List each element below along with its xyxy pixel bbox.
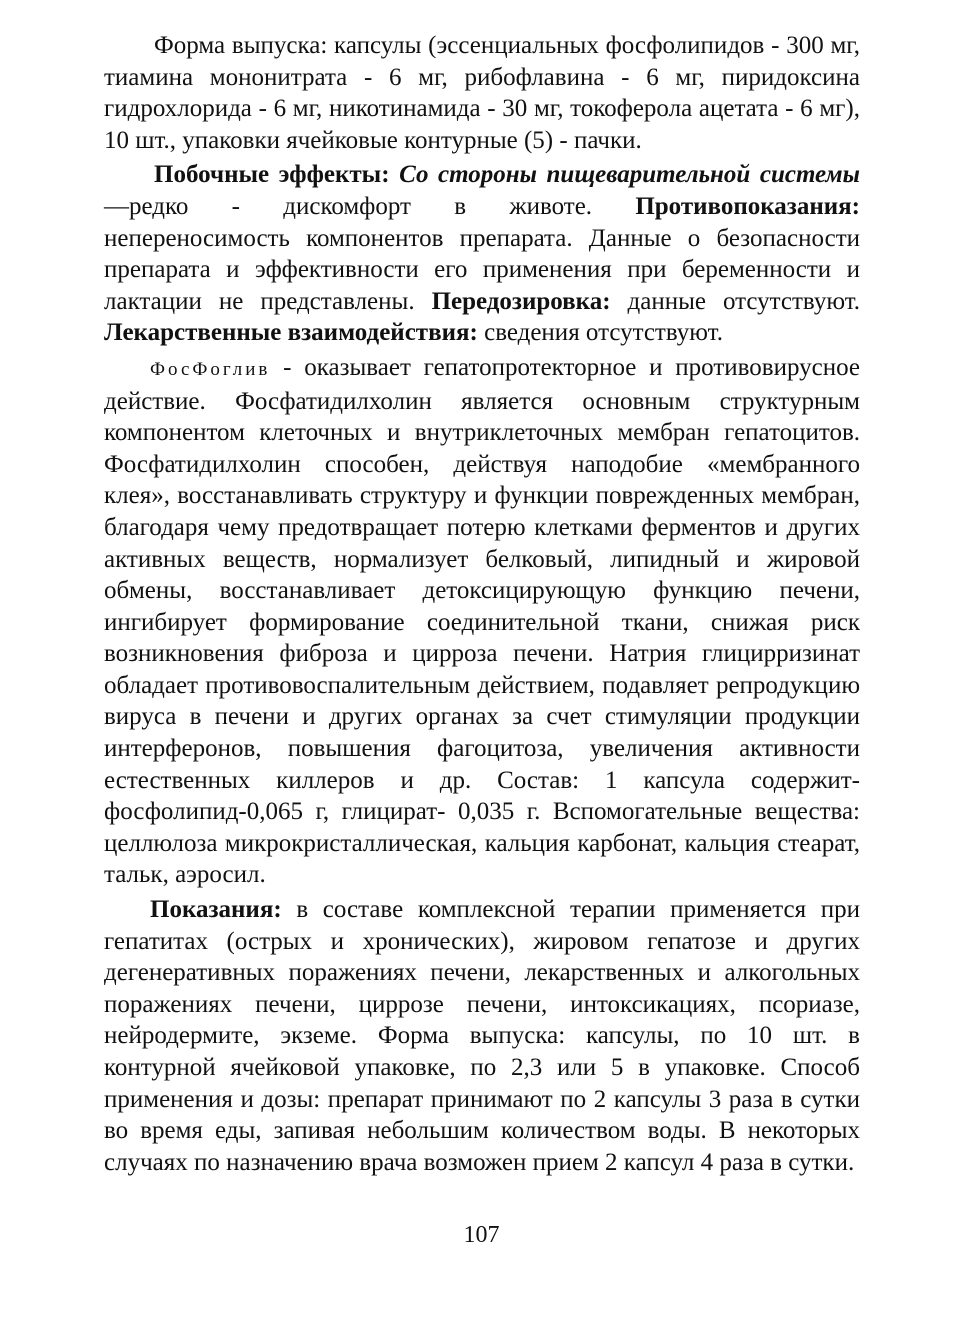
page-number: 107 — [463, 1222, 500, 1248]
paragraph-side-effects — [104, 159, 860, 349]
drug-name: ФосФоглив — [150, 358, 271, 380]
interactions-label: Лекарственные взаимодействия: — [104, 319, 478, 347]
digestive-system-label: Со стороны пищеварительной системы — [399, 161, 861, 189]
page-body — [104, 30, 860, 1181]
contraindications-label: Противопоказания: — [635, 192, 860, 220]
contraindications-text: непереносимость компонентов препарата. Данные о безопасности препарата и эффективности его применения при беременности и лактации не представлены. — [104, 224, 860, 315]
interactions-text: сведения отсутствуют. — [477, 319, 723, 347]
indications-label: Показания: — [150, 896, 282, 924]
overdose-text: данные отсутствуют. — [610, 287, 860, 315]
side-effects-label: Побочные эффекты: — [154, 161, 390, 189]
paragraph-phosphogliv — [104, 352, 860, 891]
side-effects-text: —редко - дискомфорт в животе. — [104, 192, 636, 220]
phosphogliv-description: - оказывает гепатопротекторное и противовирусное действие. Фосфатидилхолин является основным структурным компонентом клеточных и внутриклеточных мембран гепатоцитов. Фосфатидилхолин способен, действуя наподобие «мембранного клея», восстанавливать структуру и функции поврежденных мембран, благодаря чему предотвращает потерю клетками ферментов и других активных веществ, нормализует белковый, липидный и жировой обмены, восстанавливает детоксицирующую функцию печени, ингибирует формирование соединительной ткани, снижая риск возникновения фиброза и цирроза печени. Натрия глицирризинат обладает противовоспалительным действием, подавляет репродукцию вируса в печени и других органах за счет стимуляции продукции интерферонов, повышения фагоцитоза, увеличения активности естественных киллеров и др. Состав: 1 капсула содержит-фосфолипид-0,065 г, глицират- 0,035 г. Вспомогательные вещества: целлюлоза микрокристаллическая, кальция карбонат, кальция стеарат, тальк, аэросил. — [104, 353, 860, 889]
indications-text: в составе комплексной терапии применяется при гепатитах (острых и хронических), жировом гепатозе и других дегенеративных поражениях печени, лекарственных и алкогольных поражениях печени, циррозе печени, интоксикациях, псориазе, нейродермите, экземе. Форма выпуска: капсулы, по 10 шт. в контурной ячейковой упаковке, по 2,3 или 5 в упаковке. Способ применения и дозы: препарат принимают по 2 капсулы 3 раза в сутки во время еды, запивая небольшим количеством воды. В некоторых случаях по назначению врача возможен прием 2 капсул 4 раза в сутки. — [104, 896, 860, 1176]
paragraph-release-form — [104, 30, 860, 156]
paragraph-indications — [104, 894, 860, 1178]
overdose-label: Передозировка: — [431, 287, 611, 315]
release-form-text: Форма выпуска: капсулы (эссенциальных фосфолипидов - 300 мг, тиамина мононитрата - 6 мг, рибофлавина - 6 мг, пиридоксина гидрохлорида - 6 мг, никотинамида - 30 мг, токоферола ацетата - 6 мг), 10 шт., упаковки ячейковые контурные (5) - пачки. — [104, 32, 860, 154]
